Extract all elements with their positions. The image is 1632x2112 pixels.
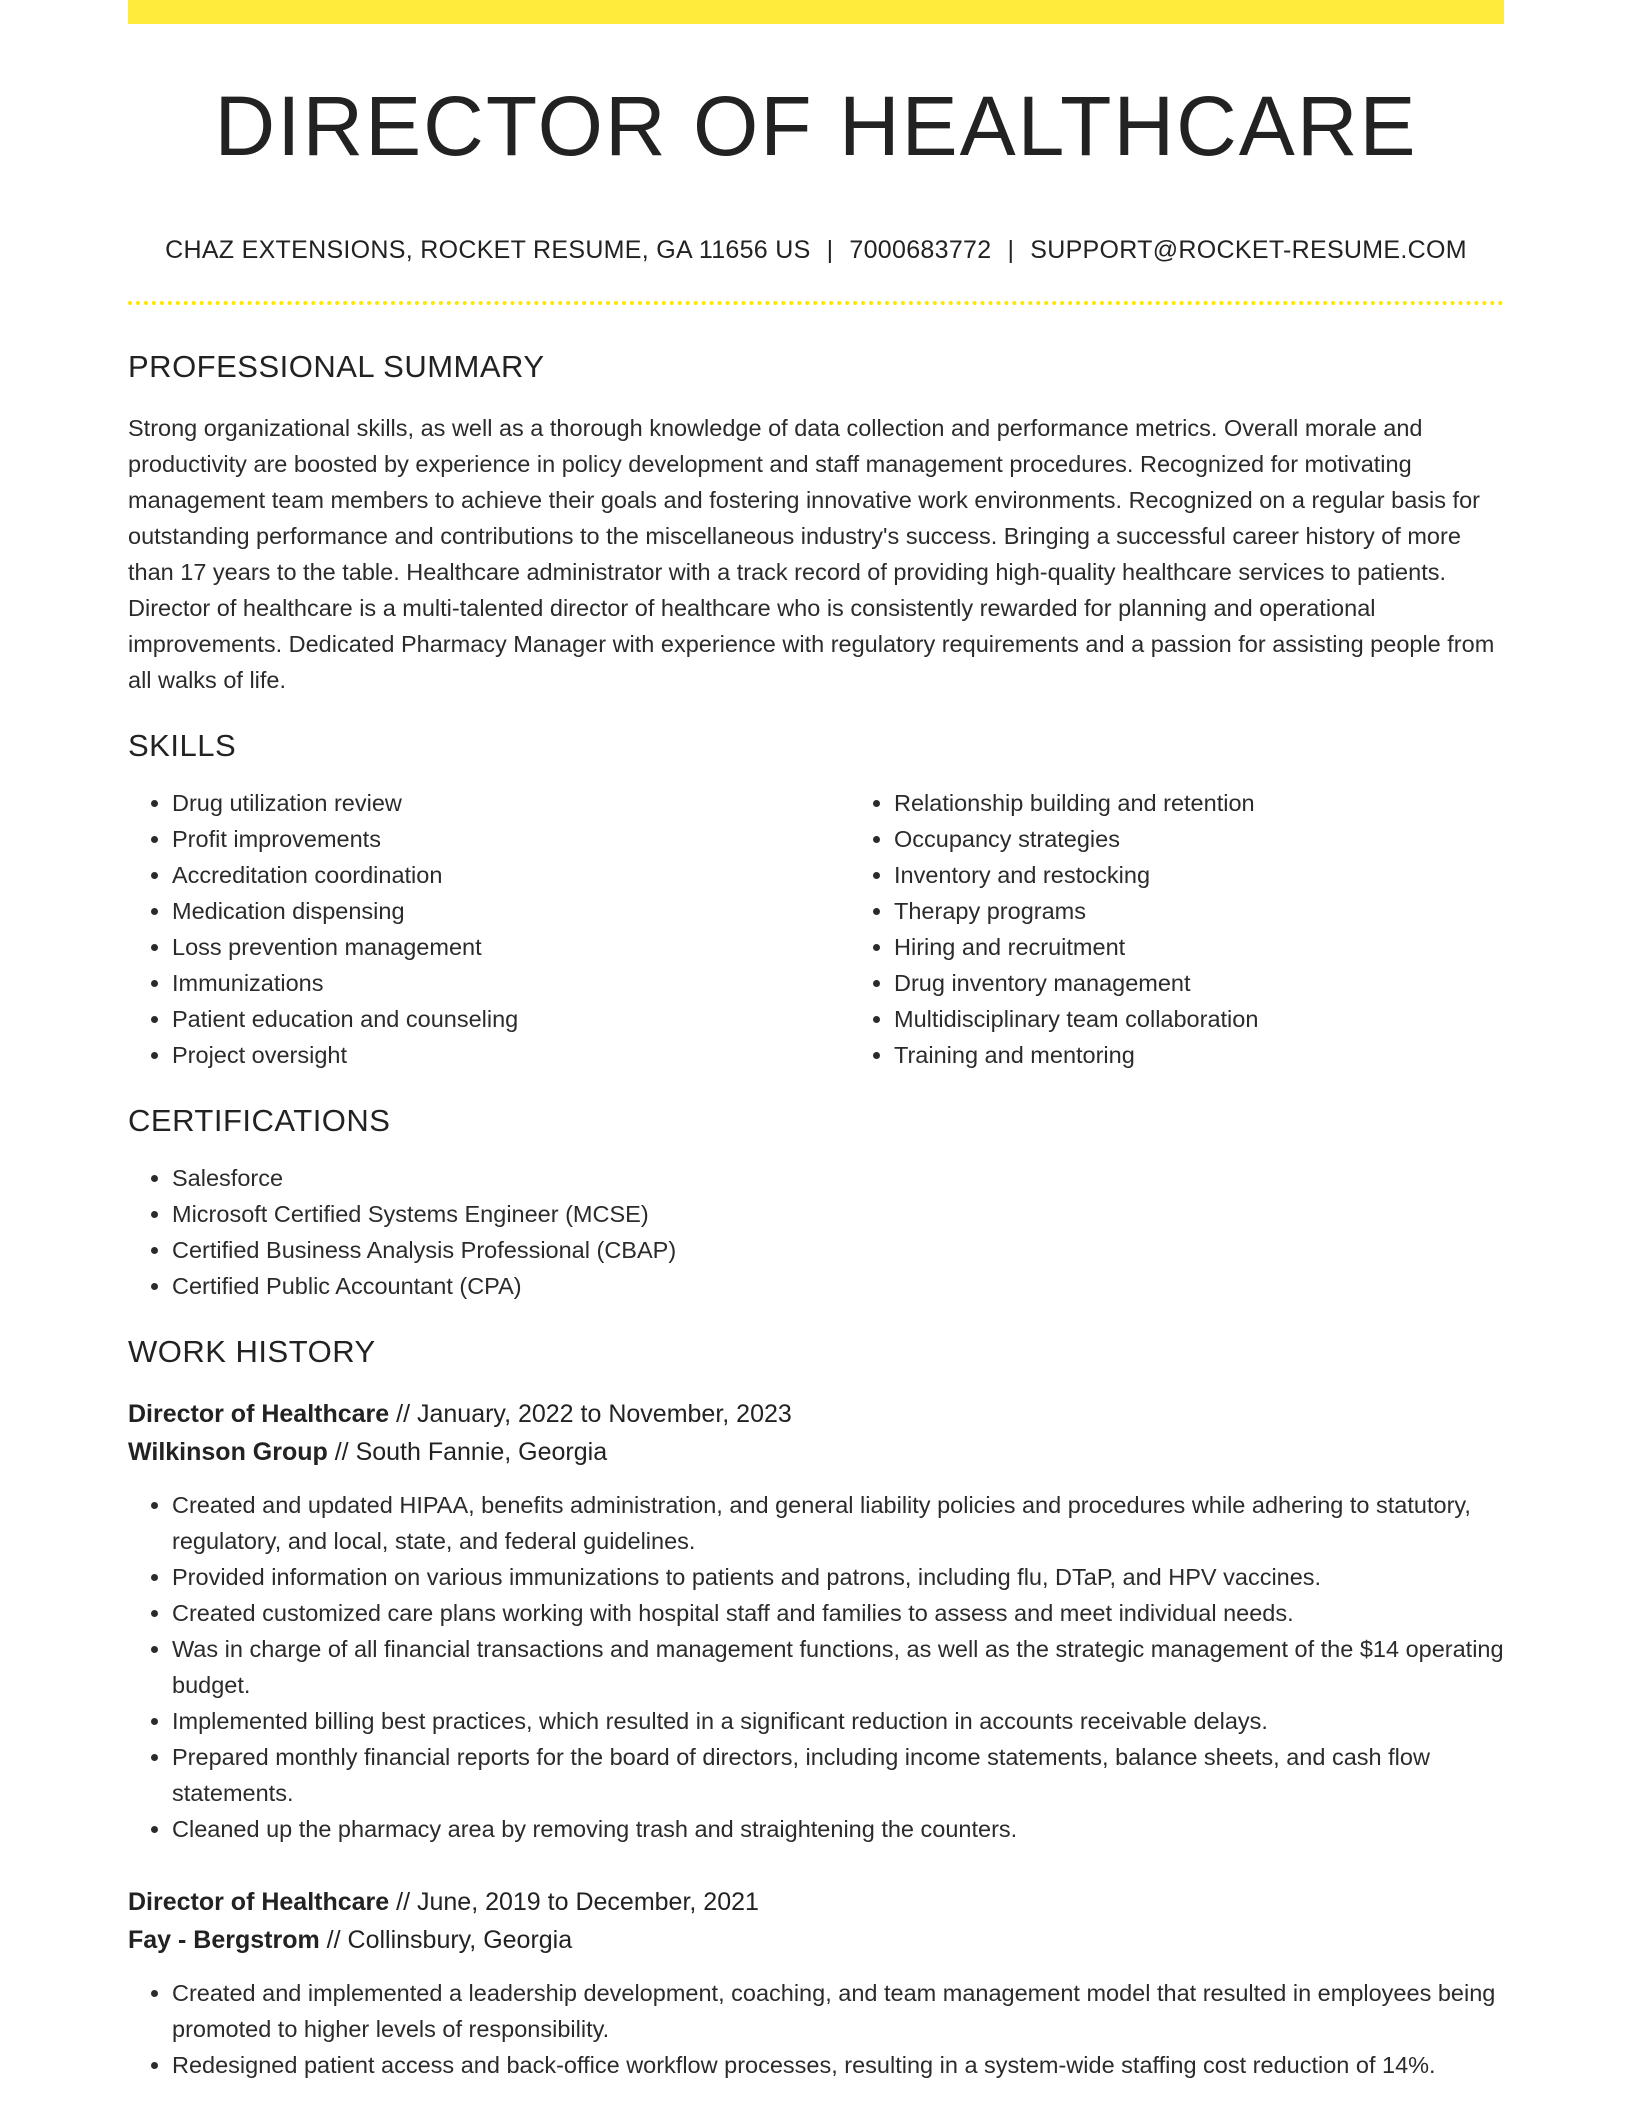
skill-item: • Therapy programs (894, 893, 1504, 929)
skill-item: • Training and mentoring (894, 1037, 1504, 1073)
certification-item: • Certified Business Analysis Professional (CBAP) (172, 1232, 1504, 1268)
contact-address: CHAZ EXTENSIONS, ROCKET RESUME, GA 11656 US (165, 236, 811, 264)
job-location: // South Fannie, Georgia (334, 1438, 608, 1466)
job-company: Wilkinson Group (128, 1438, 328, 1466)
skill-item: • Multidisciplinary team collaboration (894, 1001, 1504, 1037)
skill-item: • Inventory and restocking (894, 857, 1504, 893)
job-dates: // January, 2022 to November, 2023 (396, 1400, 792, 1428)
skill-item: • Medication dispensing (172, 893, 850, 929)
certification-item: • Microsoft Certified Systems Engineer (MCSE) (172, 1196, 1504, 1232)
job-bullet: • Redesigned patient access and back-office workflow processes, resulting in a system-wide staffing cost reduction of 14%. (172, 2047, 1504, 2083)
summary-heading: PROFESSIONAL SUMMARY (128, 349, 545, 384)
contact-phone[interactable]: 7000683772 (849, 236, 992, 264)
skill-item: • Accreditation coordination (172, 857, 850, 893)
job-bullet: • Created and updated HIPAA, benefits administration, and general liability policies and procedures while adhering to statutory, regulatory, and local, state, and federal guidelines. (172, 1487, 1504, 1559)
skills-list-left (128, 785, 850, 1073)
job-dates: // June, 2019 to December, 2021 (396, 1888, 759, 1916)
job-company-line (128, 1921, 1504, 1959)
job-bullet: • Provided information on various immunizations to patients and patrons, including flu, DTaP, and HPV vaccines. (172, 1559, 1504, 1595)
job-title: Director of Healthcare (128, 1400, 390, 1428)
summary-section (128, 351, 1504, 698)
work-history-heading: WORK HISTORY (128, 1334, 376, 1369)
summary-text: Strong organizational skills, as well as a thorough knowledge of data collection and performance metrics. Overall morale and productivity are boosted by experience in policy development and staff management procedures. Recognized for motivating management team members to achieve their goals and fostering innovative work environments. Recognized on a regular basis for outstanding performance and contributions to the miscellaneous industry's success. Bringing a successful career history of more than 17 years to the table. Healthcare administrator with a track record of providing high-quality healthcare services to patients. Director of healthcare is a multi-talented director of healthcare who is consistently rewarded for planning and operational improvements. Dedicated Pharmacy Manager with experience with regulatory requirements and a passion for assisting people from all walks of life. (128, 415, 1495, 693)
skill-item: • Patient education and counseling (172, 1001, 850, 1037)
job-company-line (128, 1433, 1504, 1471)
skill-item: • Drug utilization review (172, 785, 850, 821)
skill-item: • Loss prevention management (172, 929, 850, 965)
skill-item: • Drug inventory management (894, 965, 1504, 1001)
job-title-line (128, 1883, 1504, 1921)
certifications-heading: CERTIFICATIONS (128, 1103, 391, 1138)
skills-grid (128, 785, 1504, 1073)
skill-item: • Project oversight (172, 1037, 850, 1073)
skills-section (128, 730, 1504, 1073)
job-bullet: • Prepared monthly financial reports for the board of directors, including income statements, balance sheets, and cash flow statements. (172, 1739, 1504, 1811)
job-entry (128, 1883, 1504, 2083)
contact-line (128, 236, 1504, 265)
resume-title: DIRECTOR OF HEALTHCARE (214, 79, 1418, 173)
skill-item: • Relationship building and retention (894, 785, 1504, 821)
job-entry (128, 1395, 1504, 1847)
job-bullet: • Created and implemented a leadership development, coaching, and team management model that resulted in employees being promoted to higher levels of responsibility. (172, 1975, 1504, 2047)
job-bullet: • Created customized care plans working with hospital staff and families to assess and meet individual needs. (172, 1595, 1504, 1631)
job-title-line (128, 1395, 1504, 1433)
job-bullets (128, 1487, 1504, 1847)
job-bullet: • Cleaned up the pharmacy area by removing trash and straightening the counters. (172, 1811, 1504, 1847)
skill-item: • Profit improvements (172, 821, 850, 857)
work-history-section (128, 1336, 1504, 2083)
certification-item: • Certified Public Accountant (CPA) (172, 1268, 1504, 1304)
skills-heading: SKILLS (128, 728, 237, 763)
skill-item: • Immunizations (172, 965, 850, 1001)
skill-item: • Hiring and recruitment (894, 929, 1504, 965)
job-bullet: • Was in charge of all financial transactions and management functions, as well as the strategic management of the $14 operating budget. (172, 1631, 1504, 1703)
skill-item: • Occupancy strategies (894, 821, 1504, 857)
contact-separator: | (1007, 236, 1015, 264)
certification-item: • Salesforce (172, 1160, 1504, 1196)
job-bullets (128, 1975, 1504, 2083)
certifications-section (128, 1105, 1504, 1304)
job-title: Director of Healthcare (128, 1888, 390, 1916)
header-divider (128, 301, 1504, 305)
contact-separator: | (826, 236, 834, 264)
resume-page (128, 0, 1504, 2083)
job-bullet: • Implemented billing best practices, which resulted in a significant reduction in accounts receivable delays. (172, 1703, 1504, 1739)
top-accent-bar (128, 0, 1504, 24)
skills-list-right (850, 785, 1504, 1073)
job-company: Fay - Bergstrom (128, 1926, 320, 1954)
job-location: // Collinsbury, Georgia (326, 1926, 573, 1954)
contact-email[interactable]: SUPPORT@ROCKET-RESUME.COM (1030, 236, 1467, 264)
certifications-list (128, 1160, 1504, 1304)
